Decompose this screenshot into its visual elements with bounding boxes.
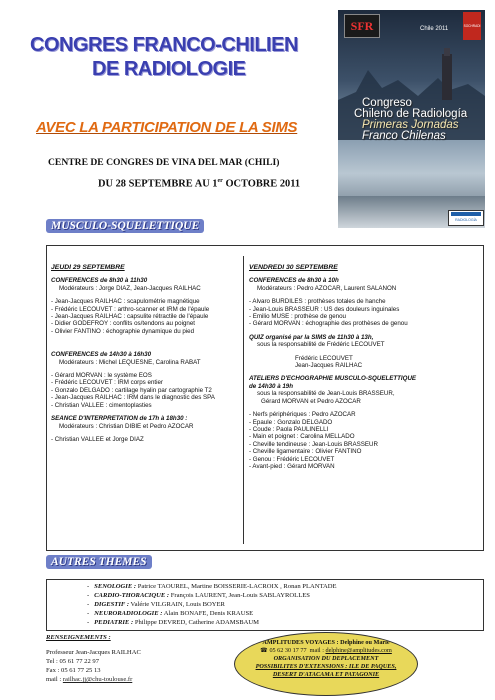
thursday-heading: JEUDI 29 SEPTEMBRE (51, 264, 125, 271)
congress-poster (338, 10, 485, 228)
radiologia-footer-logo: RADIOLOGÍA (448, 210, 484, 226)
list-item: - Jean-Louis BRASSEUR : US des douleurs inguinales (249, 305, 400, 313)
quiz-heading: QUIZ organisé par la SIMS de 11h30 à 13h, (249, 333, 374, 341)
theme-item: - SENOLOGIE : Patrice TAOUREL, Martine BOISSERIE-LACROIX , Ronan PLANTADE (87, 583, 337, 590)
section-musculo: MUSCULO-SQUELETTIQUE (46, 219, 204, 233)
contact-mail-link[interactable]: railhac.jj@chu-toulouse.fr (62, 676, 133, 683)
list-item: - Frédéric LECOUVET : arthro-scanner et IRM de l'épaule (51, 305, 210, 313)
list-item: - Nerfs périphériques : Pedro AZOCAR (249, 411, 356, 419)
list-item: Frédéric LECOUVET (295, 354, 353, 362)
friday-column: VENDREDI 30 SEPTEMBRE CONFERENCES de 8h30 à 10h Modérateurs : Pedro AZOCAR, Laurent SALANON - Alvaro BURDILES : prothèses totales de hanche - Jean-Louis BRASSEUR : US des douleurs inguinales - Emilio MUSE : prothèse de genou - Gérard MORVAN : échographie des prothèses de genou QUIZ organisé par la SIMS de 11h30 à 13h, sous la responsabilité de Frédéric LECOUVET Frédéric LECOUVET Jean-Jacques RAILHAC ATELIERS D'ECHOGRAPHIE MUSCULO-SQUELETTIQUE de 14h30 à 19h sous la responsabilité de Jean-Louis BRASSEUR, Gérard MORVAN et Pedro AZOCAR - Nerfs périphériques : Pedro AZOCAR - Epaule : Gonzalo DELGADO - Coude : Paola PAULINELLI - Main et poignet : Carolina MELLADO - Cheville tendineuse : Jean-Louis BRASSEUR - Cheville ligamentaire : Olivier FANTINO - Genou : Frédéric LECOUVET - Avant-pied : Gérard MORVAN (249, 264, 481, 470)
list-item: Jean-Jacques RAILHAC (295, 362, 363, 370)
list-item: - Frédéric LECOUVET : IRM corps entier (51, 379, 163, 387)
poster-text: Congreso Chileno de Radiología Primeras Jornadas Franco Chilenas (354, 97, 468, 142)
conf-morning-heading: CONFERENCES de 8h30 à 11h30 (51, 277, 148, 285)
ateliers-heading: ATELIERS D'ECHOGRAPHIE MUSCULO-SQUELETTIQUE (249, 375, 417, 383)
list-item: - Christian VALLEE : cimentoplasties (51, 401, 152, 409)
list-item: - Jean-Jacques RAILHAC : capsulite rétractile de l'épaule (51, 313, 209, 321)
conf-afternoon-heading: CONFERENCES de 14h30 à 16h30 (51, 351, 152, 359)
friday-heading: VENDREDI 30 SEPTEMBRE (249, 264, 338, 271)
poster-chile-label: Chile 2011 (420, 26, 449, 32)
list-item: - Coude : Paola PAULINELLI (249, 425, 329, 433)
travel-agency-ellipse: AMPLITUDES VOYAGES : Delphine ou Marie ☎ 05 62 30 17 77 mail : delphine@amplitudes.com ORGANISATION DU DEPLACEMENT POSSIBILITES D'EXTENSIONS : ILE DE PAQUES, DESERT D'ATACAMA ET PATAGONIE (234, 632, 418, 696)
list-item: - Emilio MUSE : prothèse de genou (249, 313, 346, 321)
list-item: - Cheville ligamentaire : Olivier FANTINO (249, 448, 362, 456)
list-item: - Alvaro BURDILES : prothèses totales de hanche (249, 298, 386, 306)
event-dates: DU 28 SEPTEMBRE AU 1er OCTOBRE 2011 (98, 178, 301, 190)
venue: CENTRE DE CONGRES DE VINA DEL MAR (CHILI) (48, 157, 280, 168)
sochradi-logo: SOCHRADI (463, 12, 481, 40)
section-autres-themes: AUTRES THEMES (46, 555, 152, 569)
list-item: - Cheville tendineuse : Jean-Louis BRASSEUR (249, 440, 378, 448)
list-item: - Epaule : Gonzalo DELGADO (249, 418, 333, 426)
theme-item: - PEDIATRIE : Philippe DEVRED, Catherine ADAMSBAUM (87, 619, 260, 626)
list-item: - Didier GODEFROY : conflits os/tendons au poignet (51, 320, 195, 328)
program-box (46, 245, 484, 551)
title-line-2: DE RADIOLOGIE (92, 58, 246, 80)
list-item: - Main et poignet : Carolina MELLADO (249, 433, 355, 441)
list-item: - Gérard MORVAN : échographie des prothèses de genou (249, 320, 408, 328)
list-item: - Gérard MORVAN : le système EOS (51, 372, 152, 380)
thursday-column: JEUDI 29 SEPTEMBRE CONFERENCES de 8h30 à 11h30 Modérateurs : Jorge DIAZ, Jean-Jacques RAILHAC - Jean-Jacques RAILHAC : scapulométrie magnétique - Frédéric LECOUVET : arthro-scanner et IRM de l'épaule - Jean-Jacques RAILHAC : capsulite rétractile de l'épaule - Didier GODEFROY : conflits os/tendons au poignet - Olivier FANTINO : échographie dynamique du pied CONFERENCES de 14h30 à 16h30 Modérateurs : Michel LEQUESNE, Carolina RABAT - Gérard MORVAN : le système EOS - Frédéric LECOUVET : IRM corps entier - Gonzalo DELGADO : cartilage hyalin par cartographie T2 - Jean-Jacques RAILHAC : IRM dans le diagnostic des SPA - Christian VALLEE : cimentoplasties SEANCE D'INTERPRETATION de 17h à 18h30 : Modérateurs : Christian DIBIE et Pedro AZOCAR - Christian VALLEE et Jorge DIAZ (51, 264, 239, 443)
list-item: - Christian VALLEE et Jorge DIAZ (51, 435, 144, 443)
sfr-logo: SFR (344, 14, 380, 38)
list-item: - Avant-pied : Gérard MORVAN (249, 462, 335, 470)
contact-info: RENSEIGNEMENTS : Professeur Jean-Jacques RAILHAC Tel : 05 61 77 22 97 Fax : 05 61 77 25 13 mail : railhac.jj@chu-toulouse.fr (46, 634, 141, 683)
phone-icon: ☎ (260, 647, 270, 654)
theme-item: - CARDIO-THORACIQUE : François LAURENT, Jean-Louis SABLAYROLLES (87, 592, 310, 599)
list-item: - Gonzalo DELGADO : cartilage hyalin par cartographie T2 (51, 386, 212, 394)
title-line-1: CONGRES FRANCO-CHILIEN (30, 34, 298, 56)
themes-box (46, 579, 484, 631)
agency-mail-link[interactable]: delphine@amplitudes.com (325, 647, 392, 654)
interpretation-heading: SEANCE D'INTERPRETATION de 17h à 18h30 : (51, 415, 188, 423)
theme-item: - NEURORADIOLOGIE : Alain BONAFE, Denis KRAUSE (87, 610, 254, 617)
list-item: - Olivier FANTINO : échographie dynamique du pied (51, 327, 195, 335)
contact-heading: RENSEIGNEMENTS : (46, 634, 111, 641)
list-item: - Genou : Frédéric LECOUVET (249, 455, 335, 463)
list-item: - Jean-Jacques RAILHAC : IRM dans le diagnostic des SPA (51, 394, 215, 402)
list-item: - Jean-Jacques RAILHAC : scapulométrie magnétique (51, 298, 200, 306)
participation-banner: AVEC LA PARTICIPATION DE LA SIMS (36, 119, 298, 136)
theme-item: - DIGESTIF : Valérie VILGRAIN, Louis BOYER (87, 601, 225, 608)
conf-friday-heading: CONFERENCES de 8h30 à 10h (249, 277, 339, 285)
